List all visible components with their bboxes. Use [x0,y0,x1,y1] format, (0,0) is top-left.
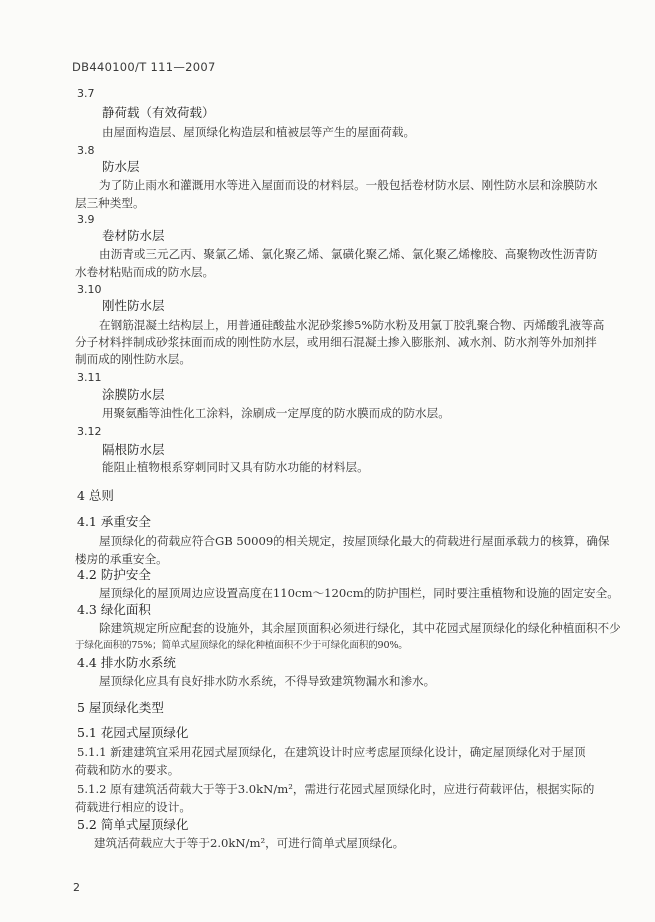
term-definition: 用聚氨酯等油性化工涂料，涂刷成一定厚度的防水膜而成的防水层。 [102,406,450,420]
page-number: 2 [73,881,80,894]
clause-number: 3.7 [77,87,95,100]
chapter-heading: 5 屋顶绿化类型 [77,700,164,715]
paragraph-line: 屋顶绿化应具有良好排水防水系统，不得导致建筑物漏水和渗水。 [99,674,436,688]
term-title: 静荷载（有效荷载） [102,105,215,120]
clause-number: 3.11 [77,371,102,384]
term-definition: 由沥青或三元乙丙、聚氯乙烯、氯化聚乙烯、氯磺化聚乙烯、氯化聚乙烯橡胶、高聚物改性沥青防 [99,247,598,261]
term-definition: 分子材料拌制成砂浆抹面而成的刚性防水层，或用细石混凝土掺入膨胀剂、减水剂、防水剂等外加剂拌 [75,335,597,349]
term-definition: 能阻止植物根系穿刺同时又具有防水功能的材料层。 [102,460,369,474]
paragraph-line: 屋顶绿化的屋顶周边应设置高度在110cm～120cm的防护围栏，同时要注重植物和设施的固定安全。 [99,586,619,600]
term-definition: 制而成的刚性防水层。 [75,352,191,366]
section-heading: 5.2 简单式屋顶绿化 [77,817,189,832]
section-heading: 4.4 排水防水系统 [77,655,176,670]
paragraph-line: 除建筑规定所应配套的设施外，其余屋顶面积必须进行绿化，其中花园式屋顶绿化的绿化种植面积不少 [99,621,621,635]
term-definition: 层三种类型。 [75,196,145,210]
paragraph-line: 屋顶绿化的荷载应符合GB 50009的相关规定，按屋顶绿化最大的荷载进行屋面承载力的核算，确保 [99,534,610,548]
clause-number: 3.9 [77,213,95,226]
paragraph-line: 于绿化面积的75%；简单式屋顶绿化的绿化种植面积不少于可绿化面积的90%。 [75,640,408,651]
section-heading: 5.1 花园式屋顶绿化 [77,725,189,740]
term-title: 涂膜防水层 [102,387,165,402]
term-title: 卷材防水层 [102,228,165,243]
paragraph-line: 5.1.1 新建建筑宜采用花园式屋顶绿化，在建筑设计时应考虑屋顶绿化设计，确定屋顶绿化对于屋顶 [77,745,586,759]
doc-code-header: DB440100/T 111—2007 [72,60,216,74]
clause-number: 3.12 [77,425,102,438]
paragraph-line: 荷载和防水的要求。 [75,763,180,777]
paragraph-line: 楼房的承重安全。 [75,552,168,566]
term-title: 隔根防水层 [102,442,165,457]
clause-number: 3.8 [77,144,95,157]
term-definition: 在钢筋混凝土结构层上，用普通硅酸盐水泥砂浆掺5%防水粉及用氯丁胶乳聚合物、丙烯酸乳液等高 [99,318,605,332]
chapter-heading: 4 总则 [77,488,114,503]
paragraph-line: 荷载进行相应的设计。 [75,800,191,814]
term-definition: 水卷材粘贴而成的防水层。 [75,265,215,279]
paragraph-line: 5.1.2 原有建筑活荷载大于等于3.0kN/m²，需进行花园式屋顶绿化时，应进行荷载评估，根据实际的 [77,782,595,796]
clause-number: 3.10 [77,283,102,296]
term-title: 刚性防水层 [102,298,165,313]
term-title: 防水层 [102,159,140,174]
section-heading: 4.3 绿化面积 [77,602,151,617]
section-heading: 4.2 防护安全 [77,567,151,582]
term-definition: 由屋面构造层、屋顶绿化构造层和植被层等产生的屋面荷载。 [102,125,416,139]
term-definition: 为了防止雨水和灌溉用水等进入屋面而设的材料层。一般包括卷材防水层、刚性防水层和涂膜防水 [99,178,598,192]
section-heading: 4.1 承重安全 [77,514,151,529]
paragraph-line: 建筑活荷载应大于等于2.0kN/m²，可进行简单式屋顶绿化。 [94,836,405,850]
